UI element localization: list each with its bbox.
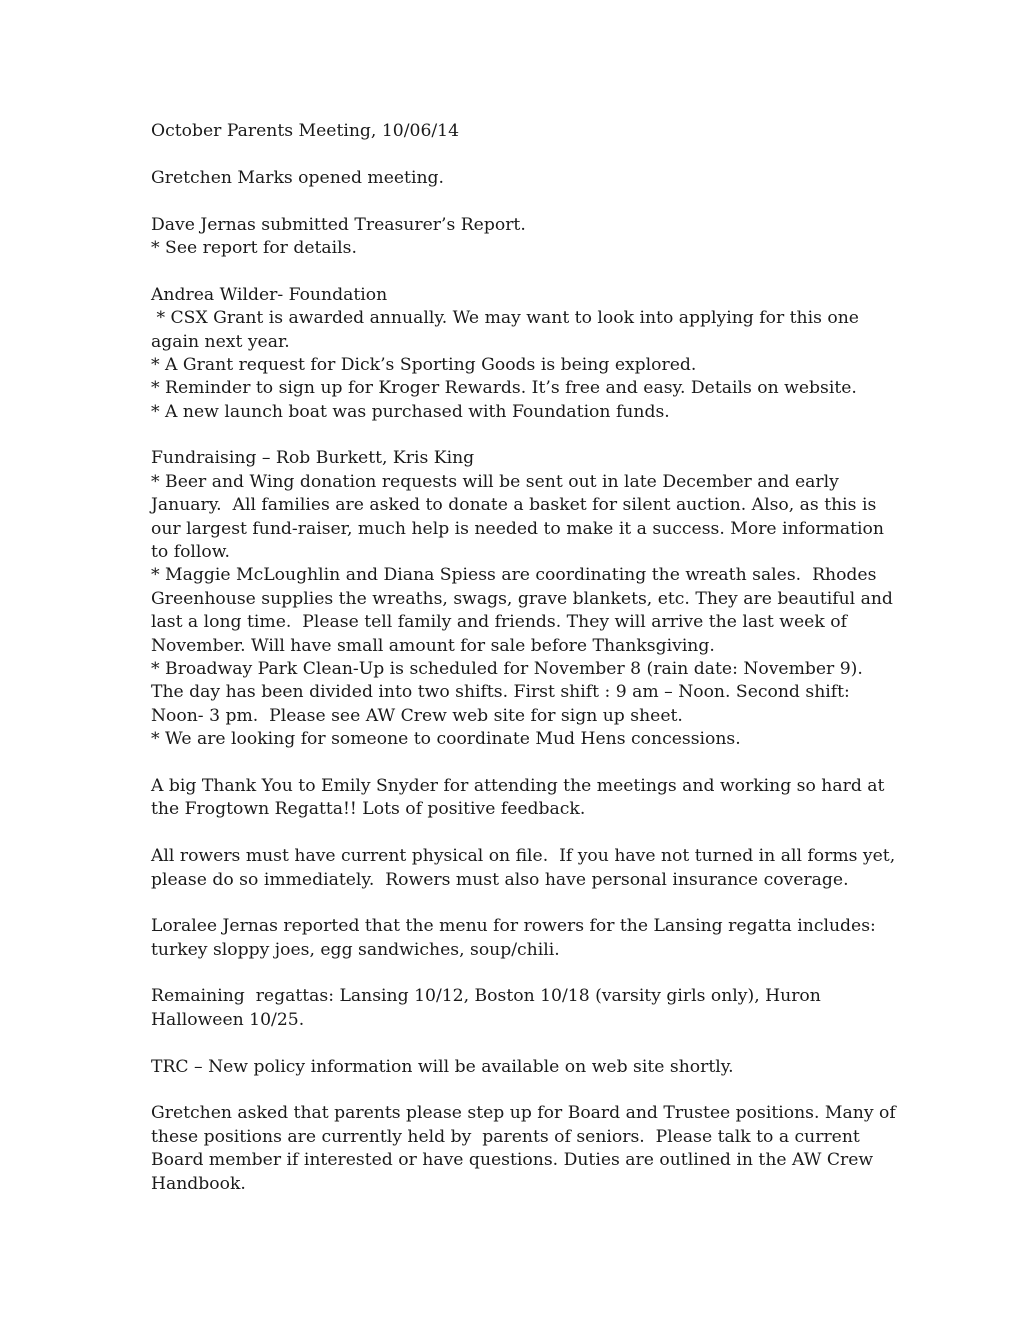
text-line: All rowers must have current physical on file. If you have not turned in all forms yet, [151, 846, 896, 867]
text-line: * CSX Grant is awarded annually. We may want to look into applying for this one [151, 308, 859, 329]
text-line: our largest fund-raiser, much help is needed to make it a success. More information [151, 518, 884, 539]
blank-line [151, 424, 881, 447]
text-line: * Beer and Wing donation requests will be sent out in late December and early [151, 471, 839, 492]
text-line: again next year. [151, 331, 290, 352]
text-line: * A new launch boat was purchased with Foundation funds. [151, 401, 670, 422]
text-line: Remaining regattas: Lansing 10/12, Boston 10/18 (varsity girls only), Huron [151, 986, 821, 1007]
section-heading: Fundraising – Rob Burkett, Kris King [151, 448, 475, 469]
blank-line [151, 143, 881, 166]
text-line: Board member if interested or have questions. Duties are outlined in the AW Crew [151, 1150, 874, 1171]
document-title: October Parents Meeting, 10/06/14 [151, 121, 460, 141]
text-line: * We are looking for someone to coordinate Mud Hens concessions. [151, 729, 741, 750]
text-line: Halloween 10/25. [151, 1009, 305, 1030]
section-heading: Andrea Wilder- Foundation [151, 284, 388, 305]
text-line: The day has been divided into two shifts. First shift : 9 am – Noon. Second shift: [151, 682, 850, 703]
blank-line [151, 1079, 881, 1102]
text-line: Gretchen asked that parents please step up for Board and Trustee positions. Many of [151, 1103, 896, 1124]
text-line: TRC – New policy information will be available on web site shortly. [151, 1056, 734, 1077]
text-line: these positions are currently held by parents of seniors. Please talk to a current [151, 1126, 860, 1147]
text-line: * Broadway Park Clean-Up is scheduled for November 8 (rain date: November 9). [151, 658, 863, 679]
text-line: * See report for details. [151, 237, 357, 258]
text-line: Noon- 3 pm. Please see AW Crew web site for sign up sheet. [151, 705, 683, 726]
blank-line [151, 822, 881, 845]
text-line: the Frogtown Regatta!! Lots of positive feedback. [151, 799, 586, 820]
text-line: A big Thank You to Emily Snyder for attending the meetings and working so hard at [151, 775, 885, 796]
text-line: Gretchen Marks opened meeting. [151, 167, 444, 188]
text-line: * Maggie McLoughlin and Diana Spiess are coordinating the wreath sales. Rhodes [151, 565, 877, 586]
document-body [151, 120, 896, 1196]
text-line: last a long time. Please tell family and friends. They will arrive the last week of [151, 612, 847, 633]
blank-line [151, 1032, 881, 1055]
blank-line [151, 260, 881, 283]
blank-line [151, 962, 881, 985]
text-line: please do so immediately. Rowers must also have personal insurance coverage. [151, 869, 849, 890]
blank-line [151, 752, 881, 775]
blank-line [151, 892, 881, 915]
text-line: Greenhouse supplies the wreaths, swags, grave blankets, etc. They are beautiful and [151, 588, 893, 609]
text-line: to follow. [151, 542, 230, 563]
text-line: January. All families are asked to donate a basket for silent auction. Also, as this is [151, 495, 877, 516]
text-line: turkey sloppy joes, egg sandwiches, soup/chili. [151, 939, 560, 960]
text-line: Loralee Jernas reported that the menu for rowers for the Lansing regatta includes: [151, 916, 876, 937]
text-line: Dave Jernas submitted Treasurer’s Report. [151, 214, 526, 235]
text-line: * Reminder to sign up for Kroger Rewards. It’s free and easy. Details on website. [151, 378, 857, 399]
text-line: November. Will have small amount for sale before Thanksgiving. [151, 635, 715, 656]
text-line: Handbook. [151, 1173, 246, 1194]
blank-line [151, 190, 881, 213]
text-line: * A Grant request for Dick’s Sporting Goods is being explored. [151, 354, 697, 375]
